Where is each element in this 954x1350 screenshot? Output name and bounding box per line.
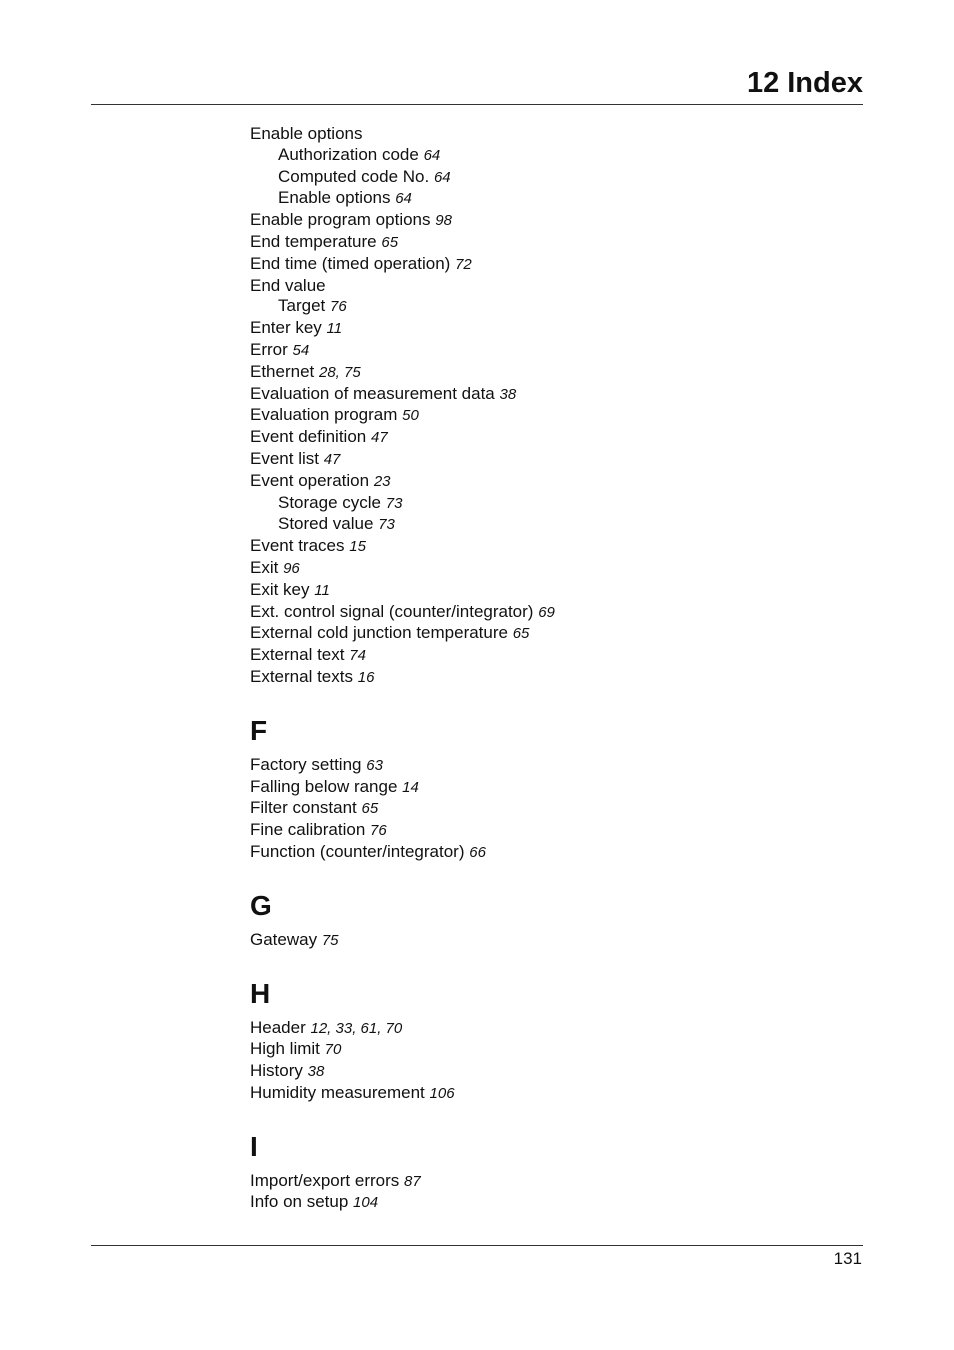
index-letter-heading: I <box>250 1130 258 1162</box>
index-entry <box>250 798 850 820</box>
index-entry <box>250 602 850 624</box>
index-entry <box>250 1083 850 1105</box>
index-subentry <box>250 493 850 515</box>
index-term: Computed code No. <box>278 166 430 186</box>
index-page-refs: 70 <box>324 1041 342 1059</box>
index-page-refs: 28, 75 <box>319 363 361 381</box>
index-term: External text <box>250 645 345 665</box>
page-number: 131 <box>833 1249 862 1268</box>
index-page-refs: 50 <box>402 407 419 425</box>
index-term: Humidity measurement <box>250 1082 425 1102</box>
index-page-refs: 63 <box>366 756 383 774</box>
index-page-refs: 64 <box>433 168 451 186</box>
index-entry <box>250 427 850 449</box>
index-term: Storage cycle <box>278 492 381 512</box>
index-page-refs: 98 <box>435 212 452 230</box>
index-term: End temperature <box>250 231 377 251</box>
index-entry <box>250 1171 850 1193</box>
index-entry <box>250 755 850 777</box>
page-title: 12 Index <box>746 67 863 99</box>
index-body <box>250 124 850 1214</box>
index-term: Gateway <box>250 929 318 949</box>
index-page-refs: 75 <box>321 931 339 949</box>
index-page-refs: 12, 33, 61, 70 <box>310 1019 403 1037</box>
index-term: Authorization code <box>278 144 419 164</box>
index-subentry <box>250 296 850 318</box>
index-term: Enter key <box>250 318 322 338</box>
index-subentry <box>250 188 850 210</box>
index-entry <box>250 580 850 602</box>
index-entry <box>250 384 850 406</box>
index-term: Event list <box>250 448 319 468</box>
index-letter-heading: F <box>250 714 268 746</box>
index-term: High limit <box>250 1039 320 1059</box>
index-term: Event operation <box>250 470 370 490</box>
index-entry <box>250 318 850 340</box>
index-page-refs: 73 <box>378 516 395 534</box>
index-term: Evaluation of measurement data <box>250 383 495 403</box>
index-page-refs: 47 <box>323 450 341 468</box>
index-page-refs: 87 <box>404 1172 421 1190</box>
index-entry <box>250 405 850 427</box>
index-term: History <box>250 1061 303 1081</box>
index-entry <box>250 645 850 667</box>
index-entry <box>250 210 850 232</box>
index-entry <box>250 1039 850 1061</box>
index-page-refs: 64 <box>395 190 412 208</box>
index-term: Filter constant <box>250 798 357 818</box>
index-subentry <box>250 167 850 189</box>
index-term: External cold junction temperature <box>250 623 508 643</box>
index-page-refs: 76 <box>370 822 387 840</box>
index-term: Info on setup <box>250 1192 349 1212</box>
index-term: Target <box>278 296 326 316</box>
index-entry <box>250 232 850 254</box>
index-term: Event traces <box>250 536 345 556</box>
index-entry <box>250 471 850 493</box>
index-page-refs: 74 <box>349 647 366 665</box>
index-entry <box>250 623 850 645</box>
index-entry <box>250 842 850 864</box>
index-entry <box>250 558 850 580</box>
index-entry <box>250 667 850 689</box>
index-subentry <box>250 514 850 536</box>
footer-rule <box>91 1245 863 1246</box>
index-term: Event definition <box>250 427 367 447</box>
index-entry <box>250 820 850 842</box>
index-entry <box>250 1018 850 1040</box>
index-entry <box>250 124 850 145</box>
index-term: Error <box>250 339 288 359</box>
index-page-refs: 66 <box>469 843 486 861</box>
index-entry <box>250 930 850 952</box>
index-term: Exit <box>250 557 279 577</box>
index-term: Enable options <box>250 124 363 143</box>
index-page-refs: 23 <box>373 472 391 490</box>
index-page-refs: 106 <box>429 1084 455 1102</box>
index-entry <box>250 362 850 384</box>
index-subentry <box>250 145 850 167</box>
index-term: Import/export errors <box>250 1170 400 1190</box>
index-page-refs: 11 <box>326 320 343 338</box>
index-page-refs: 73 <box>385 494 403 512</box>
index-term: Falling below range <box>250 776 398 796</box>
index-page-refs: 69 <box>538 603 555 621</box>
index-page-refs: 96 <box>283 559 300 577</box>
index-term: Stored value <box>278 514 374 534</box>
header-rule <box>91 104 863 105</box>
index-term: Fine calibration <box>250 820 366 840</box>
index-entry <box>250 276 850 297</box>
index-term: Enable program options <box>250 210 431 230</box>
index-page-refs: 72 <box>455 255 472 273</box>
index-page-refs: 47 <box>370 429 388 447</box>
index-page-refs: 76 <box>329 298 347 316</box>
index-page-refs: 65 <box>361 800 379 818</box>
index-page-refs: 16 <box>357 668 375 686</box>
index-page-refs: 14 <box>402 778 419 796</box>
index-letter-heading: H <box>250 977 271 1009</box>
index-term: End value <box>250 275 326 295</box>
index-entry <box>250 536 850 558</box>
index-page-refs: 65 <box>381 233 399 251</box>
index-entry <box>250 254 850 276</box>
index-term: Factory setting <box>250 754 362 774</box>
index-page-refs: 64 <box>423 146 441 164</box>
index-entry <box>250 449 850 471</box>
index-term: Function (counter/integrator) <box>250 841 465 861</box>
index-term: Exit key <box>250 579 310 599</box>
index-term: End time (timed operation) <box>250 253 451 273</box>
index-entry <box>250 340 850 362</box>
index-entry <box>250 1061 850 1083</box>
index-term: External texts <box>250 666 353 686</box>
index-page-refs: 15 <box>349 538 366 556</box>
index-term: Evaluation program <box>250 405 398 425</box>
index-page-refs: 104 <box>353 1194 379 1212</box>
index-term: Enable options <box>278 188 391 208</box>
index-term: Header <box>250 1017 306 1037</box>
index-page-refs: 65 <box>512 625 530 643</box>
index-page-refs: 38 <box>499 385 517 403</box>
index-entry <box>250 777 850 799</box>
index-term: Ext. control signal (counter/integrator) <box>250 601 534 621</box>
index-term: Ethernet <box>250 361 315 381</box>
index-page-refs: 11 <box>314 581 330 599</box>
index-entry <box>250 1192 850 1214</box>
index-letter-heading: G <box>250 889 272 921</box>
index-page-refs: 54 <box>292 341 310 359</box>
index-page-refs: 38 <box>307 1063 325 1081</box>
